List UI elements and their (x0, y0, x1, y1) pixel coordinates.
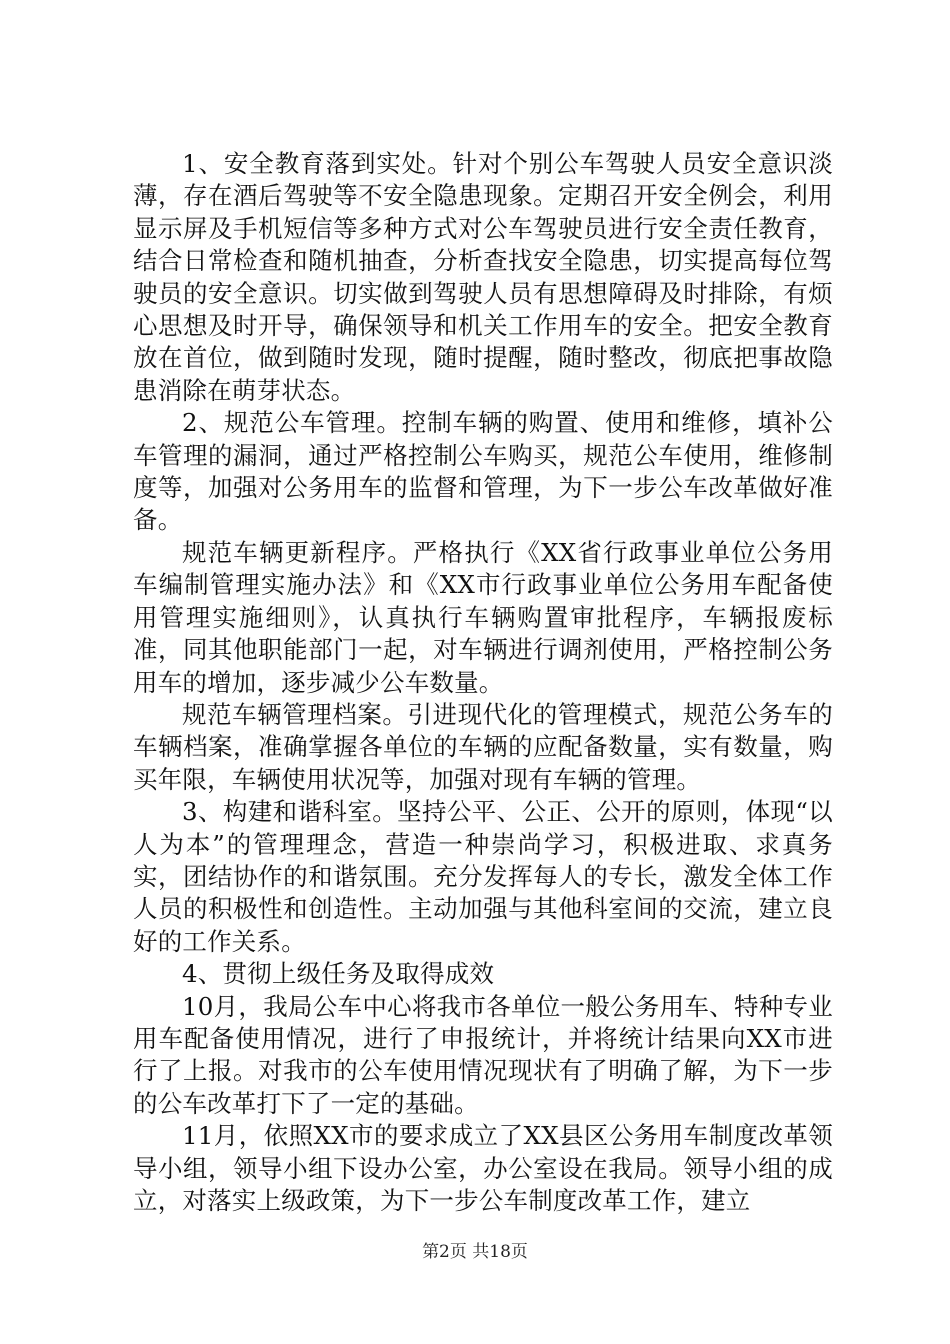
paragraph-vehicle-records: 规范车辆管理档案。引进现代化的管理模式，规范公务车的车辆档案，准确掌握各单位的车辆的应配备数量，实有数量，购买年限，车辆使用状况等，加强对现有车辆的管理。 (133, 699, 833, 794)
paragraph-heading-tasks: 4、贯彻上级任务及取得成效 (182, 959, 495, 989)
page-number-footer: 第2页 共18页 (422, 1242, 528, 1262)
paragraph-safety-education: 1、安全教育落到实处。针对个别公车驾驶人员安全意识淡薄，存在酒后驾驶等不安全隐患现象。定期召开安全例会，利用显示屏及手机短信等多种方式对公车驾驶员进行安全责任教育，结合日常检查和随机抽查，分析查找安全隐患，切实提高每位驾驶员的安全意识。切实做到驾驶人员有思想障碍及时排除，有烦心思想及时开导，确保领导和机关工作用车的安全。把安全教育放在首位，做到随时发现，随时提醒，随时整改，彻底把事故隐患消除在萌芽状态。 (133, 149, 833, 405)
document-body (133, 148, 833, 1217)
paragraph-vehicle-management: 2、规范公车管理。控制车辆的购置、使用和维修，填补公车管理的漏洞，通过严格控制公车购买，规范公车使用，维修制度等，加强对公务用车的监督和管理，为下一步公车改革做好准备。 (133, 408, 833, 535)
paragraph-harmonious-office: 3、构建和谐科室。坚持公平、公正、公开的原则，体现“以人为本”的管理理念，营造一种崇尚学习，积极进取、求真务实，团结协作的和谐氛围。充分发挥每人的专长，激发全体工作人员的积极性和创造性。主动加强与其他科室间的交流，建立良好的工作关系。 (133, 797, 833, 956)
paragraph-november: 11月，依照XX市的要求成立了XX县区公务用车制度改革领导小组，领导小组下设办公室，办公室设在我局。领导小组的成立，对落实上级政策，为下一步公车制度改革工作，建立 (133, 1121, 833, 1215)
paragraph-vehicle-renewal: 规范车辆更新程序。严格执行《XX省行政事业单位公务用车编制管理实施办法》和《XX市行政事业单位公务用车配备使用管理实施细则》，认真执行车辆购置审批程序，车辆报废标准，同其他职能部门一起，对车辆进行调剂使用，严格控制公务用车的增加，逐步减少公车数量。 (133, 537, 833, 697)
paragraph-october: 10月，我局公车中心将我市各单位一般公务用车、特种专业用车配备使用情况，进行了申报统计，并将统计结果向XX市进行了上报。对我市的公车使用情况现状有了明确了解，为下一步的公车改革打下了一定的基础。 (133, 991, 833, 1118)
